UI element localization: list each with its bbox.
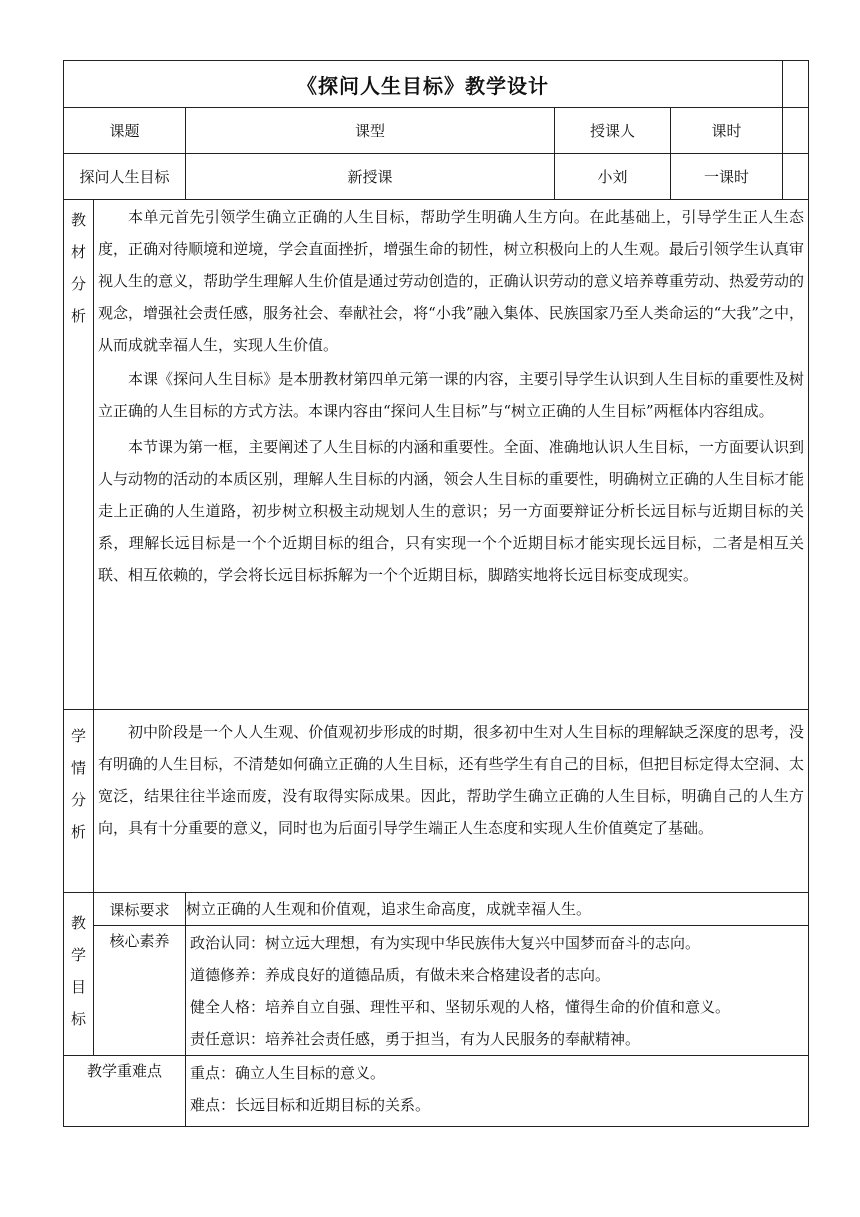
- header-teacher: 授课人: [555, 108, 671, 154]
- header-hours: 课时: [671, 108, 783, 154]
- right-margin-cell: [783, 108, 809, 154]
- hours-value: 一课时: [671, 154, 783, 200]
- textbook-paragraph-1: 本单元首先引领学生确立正确的人生目标，帮助学生明确人生方向。在此基础上，引导学生正人生态度，正确对待顺境和逆境，学会直面挫折，增强生命的韧性，树立积极向上的人生观。最后引领学生认真审视人生的意义，帮助学生理解人生价值是通过劳动创造的，正确认识劳动的意义培养尊重劳动、热爱劳动的观念，增强社会责任感，服务社会、奉献社会，将“小我”融入集体、民族国家乃至人类命运的“大我”之中，从而成就幸福人生，实现人生价值。: [98, 208, 805, 354]
- document-title: 《探问人生目标》教学设计: [64, 61, 783, 108]
- topic-value: 探问人生目标: [64, 154, 186, 200]
- type-value: 新授课: [186, 154, 555, 200]
- keypoints-label: 教学重难点: [64, 1056, 186, 1127]
- student-paragraph: 初中阶段是一个人人生观、价值观初步形成的时期，很多初中生对人生目标的理解缺乏深度的思考，没有明确的人生目标，不清楚如何确立正确的人生目标，还有些学生有自己的目标，但把目标定得太空洞、太宽泛，结果往往半途而废，没有取得实际成果。因此，帮助学生确立正确的人生目标，明确自己的人生方向，具有十分重要的意义，同时也为后面引导学生端正人生态度和实现人生价值奠定了基础。: [98, 723, 805, 837]
- core-item: 责任意识：培养社会责任感，勇于担当，有为人民服务的奉献精神。: [190, 1030, 641, 1048]
- header-topic: 课题: [64, 108, 186, 154]
- teacher-value: 小刘: [555, 154, 671, 200]
- core-literacy-content: [186, 926, 809, 1056]
- textbook-paragraph-2: 本课《探问人生目标》是本册教材第四单元第一课的内容，主要引导学生认识到人生目标的重要性及树立正确的人生目标的方式方法。本课内容由“探问人生目标”与“树立正确的人生目标”两框体内容组成。: [98, 370, 805, 420]
- standard-text: 树立正确的人生观和价值观，追求生命高度，成就幸福人生。: [186, 893, 809, 926]
- textbook-analysis-label: 教 材 分 析: [64, 200, 94, 710]
- standard-label: 课标要求: [94, 893, 186, 926]
- keypoints-content: [186, 1056, 809, 1127]
- student-analysis-label: 学 情 分 析: [64, 710, 94, 893]
- difficult-point: 难点：长远目标和近期目标的关系。: [190, 1096, 431, 1114]
- header-type: 课型: [186, 108, 555, 154]
- key-point: 重点：确立人生目标的意义。: [190, 1064, 386, 1082]
- core-item: 健全人格：培养自立自强、理性平和、坚韧乐观的人格，懂得生命的价值和意义。: [190, 998, 731, 1016]
- right-margin-cell: [783, 154, 809, 200]
- core-item: 道德修养：养成良好的道德品质，有做未来合格建设者的志向。: [190, 966, 611, 984]
- textbook-paragraph-3: 本节课为第一框，主要阐述了人生目标的内涵和重要性。全面、准确地认识人生目标，一方面要认识到人与动物的活动的本质区别，理解人生目标的内涵，领会人生目标的重要性，明确树立正确的人生目标才能走上正确的人生道路，初步树立积极主动规划人生的意识；另一方面要辩证分析长远目标与近期目标的关系，理解长远目标是一个个近期目标的组合，只有实现一个个近期目标才能实现长远目标，二者是相互关联、相互依赖的，学会将长远目标拆解为一个个近期目标，脚踏实地将长远目标变成现实。: [98, 438, 805, 584]
- teaching-goals-label: 教 学 目 标: [64, 893, 94, 1056]
- student-analysis-content: [94, 710, 809, 893]
- core-literacy-label: 核心素养: [94, 926, 186, 1056]
- core-item: 政治认同：树立远大理想，有为实现中华民族伟大复兴中国梦而奋斗的志向。: [190, 934, 701, 952]
- right-margin-cell: [783, 61, 809, 108]
- textbook-analysis-content: [94, 200, 809, 710]
- lesson-plan-table: [63, 60, 809, 1127]
